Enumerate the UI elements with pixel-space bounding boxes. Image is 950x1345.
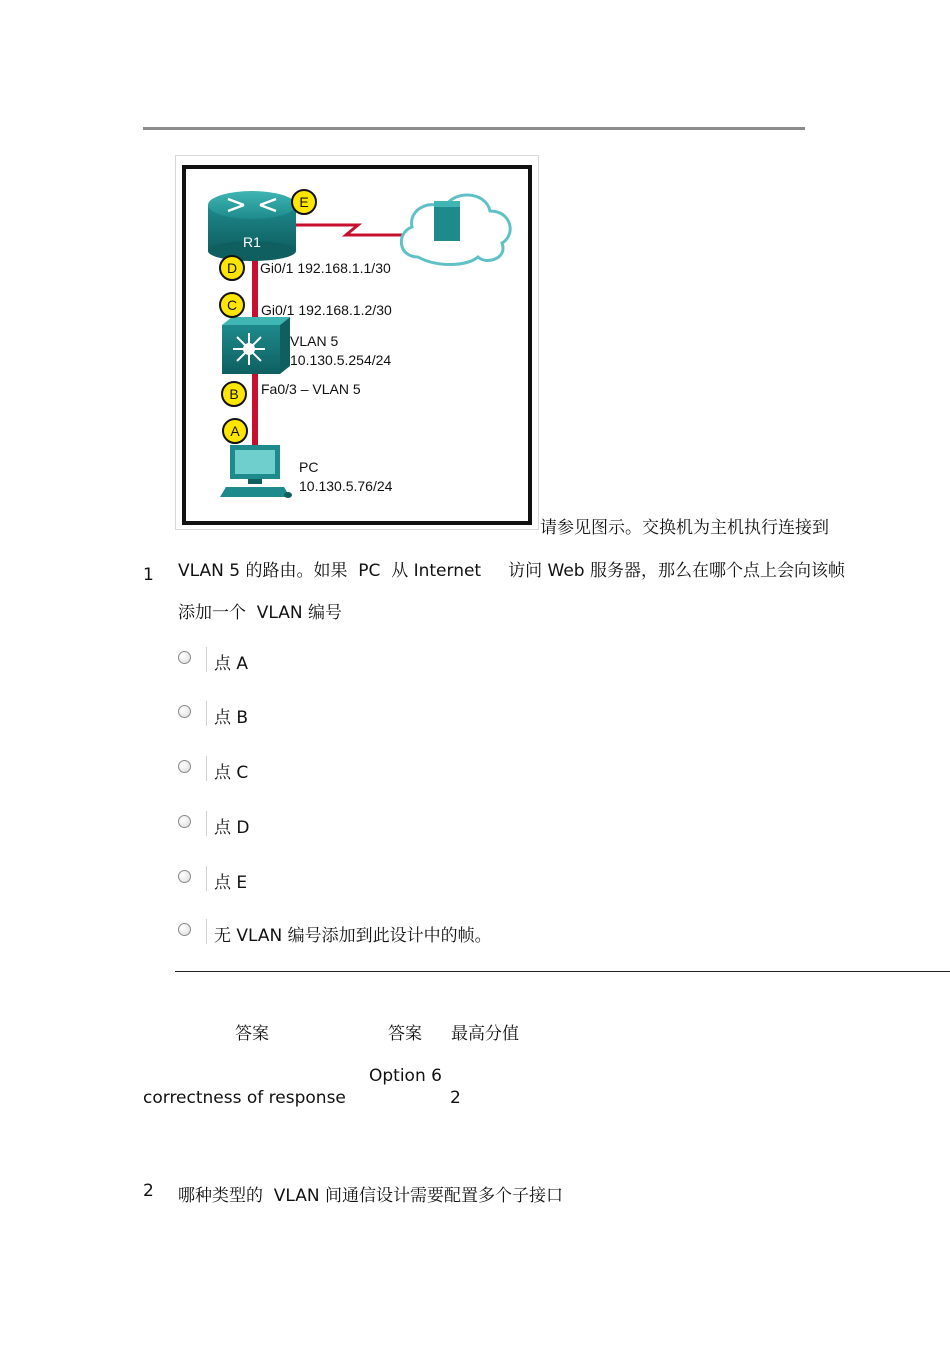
- option-label: 无 VLAN 编号添加到此设计中的帧。: [214, 926, 492, 946]
- cloud-icon: [401, 195, 510, 265]
- option-label: 点 B: [214, 708, 249, 728]
- question1-text-line1: 请参见图示。交换机为主机执行连接到: [540, 518, 829, 538]
- max-score: 2: [450, 1088, 461, 1108]
- radio-button[interactable]: [178, 815, 191, 828]
- option-label: 点 C: [214, 763, 249, 783]
- question2-text: 哪种类型的 VLAN 间通信设计需要配置多个子接口: [178, 1186, 564, 1206]
- svg-text:E: E: [299, 194, 309, 210]
- radio-button[interactable]: [178, 705, 191, 718]
- answer-value: Option 6: [369, 1066, 442, 1086]
- svg-text:B: B: [229, 386, 239, 402]
- svg-text:A: A: [230, 423, 240, 439]
- pc-ip-label: 10.130.5.76/24: [299, 478, 393, 494]
- point-marker-d: [220, 256, 244, 280]
- switch-svi-ip-label: 10.130.5.254/24: [290, 352, 392, 368]
- answer-header-3: 最高分值: [451, 1024, 519, 1044]
- link-switch-pc: [252, 374, 258, 449]
- point-marker-c: [220, 293, 244, 317]
- switch-icon: [222, 317, 290, 374]
- point-marker-b: [222, 382, 246, 406]
- svg-text:R1: R1: [243, 234, 261, 250]
- top-rule: [143, 127, 805, 130]
- option-label: 点 E: [214, 873, 248, 893]
- radio-button[interactable]: [178, 651, 191, 664]
- access-port-label: Fa0/3 – VLAN 5: [261, 381, 361, 397]
- switch-interface-label: Gi0/1 192.168.1.2/30: [261, 302, 392, 318]
- switch-vlan-label: VLAN 5: [290, 333, 339, 349]
- radio-button[interactable]: [178, 870, 191, 883]
- section-divider: [175, 971, 950, 972]
- pc-label: PC: [299, 459, 319, 475]
- radio-button[interactable]: [178, 760, 191, 773]
- option-label: 点 D: [214, 818, 250, 838]
- answer-row-label: correctness of response: [143, 1088, 346, 1108]
- question1-number: 1: [143, 565, 154, 585]
- router-interface-label: Gi0/1 192.168.1.1/30: [260, 260, 391, 276]
- question1-text-line2: VLAN 5 的路由。如果 PC 从 Internet 访问 Web 服务器，那么在哪个点上会向该帧: [178, 561, 845, 581]
- pc-icon: [220, 445, 292, 498]
- option-label: 点 A: [214, 654, 249, 674]
- wan-link: [291, 225, 404, 235]
- point-marker-a: [223, 419, 247, 443]
- question1-text-line3: 添加一个 VLAN 编号: [178, 603, 343, 623]
- radio-button[interactable]: [178, 923, 191, 936]
- svg-text:C: C: [226, 297, 238, 313]
- answer-header-1: 答案: [235, 1024, 269, 1044]
- answer-header-2: 答案: [388, 1024, 422, 1044]
- question2-number: 2: [143, 1181, 154, 1201]
- point-marker-e: [292, 190, 316, 214]
- router-icon: [208, 191, 296, 261]
- svg-text:D: D: [226, 260, 238, 276]
- network-diagram: [182, 165, 532, 525]
